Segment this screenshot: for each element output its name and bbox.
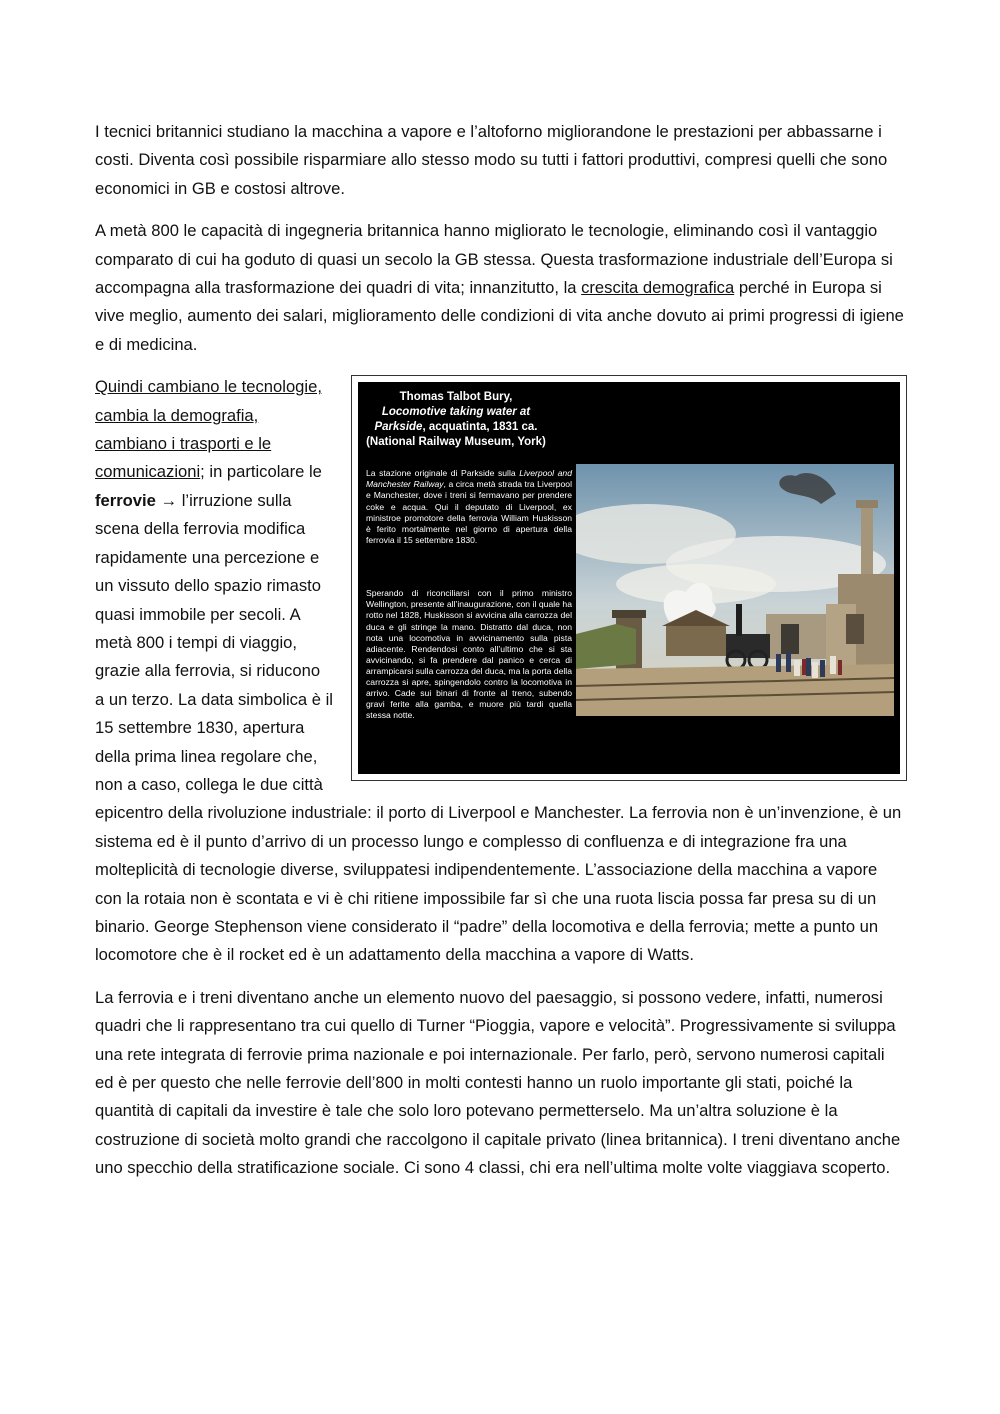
paragraph-4: La ferrovia e i treni diventano anche un elemento nuovo del paesaggio, si possono vedere, infatti, numerosi quadri che li rappresentano tra cui quello di Turner “Pioggia, vapore e velocità”. Progressivamente si sviluppa una rete integrata di ferrovie prima nazionale e poi internazionale. Per farlo, però, servono numerosi capitali ed è per questo che nelle ferrovie dell’800 in molti contesti hanno un ruolo importante gli stati, poiché la quantità di capitali da investire è tale che solo loro potevano permetterselo. Ma un’altra soluzione è la costruzione di società molto grandi che raccolgono il capitale privato (linea britannica). I treni diventano anche uno specchio della stratificazione sociale. Ci sono 4 classi, chi era nell’ultima molte volte viaggiava scoperto. bbox=[95, 987, 901, 1178]
underlined-crescita-demografica: crescita demografica bbox=[581, 278, 735, 298]
paragraph-2-text-b: perché in Europa si vive meglio, aumento dei salari, miglioramento delle condizioni di vita anche dovuto ai primi progressi di igiene e di medicina. bbox=[95, 278, 904, 354]
figure-black-panel bbox=[358, 382, 900, 774]
caption-1-text-a: La stazione originale di Parkside sulla bbox=[366, 468, 520, 479]
paragraph-3-text-b: l’irruzione sulla scena della ferrovia modifica rapidamente una percezione e un vissuto dello spazio rimasto quasi immobile per secoli. A metà 800 i tempi di viaggio, grazie alla ferrovia, si riducono a un terzo. La data simbolica è il 15 settembre 1830, apertura della prima linea regolare che, non a caso, collega le due città epicentro della rivoluzione industriale: il porto di Liverpool e Manchester. La ferrovia non è un’invenzione, è un sistema ed è il punto d’arrivo di un processo lungo e complesso di confluenza e di integrazione fra una molteplicità di tecnologie diverse, sviluppatesi indipendentemente. L’associazione della macchina a vapore con la rotaia non è scontata e vi è chi ritiene impossibile far sì che una ruota liscia possa far presa su di un binario. George Stephenson viene considerato il “padre” della locomotiva e della ferrovia; mette a punto un locomotore che è il rocket ed è un adattamento della macchina a vapore di Watts. bbox=[95, 490, 902, 965]
document-page bbox=[95, 118, 907, 1197]
figure-box bbox=[351, 375, 907, 781]
bold-ferrovie: ferrovie bbox=[95, 490, 156, 510]
caption-1-railway-name: Liverpool and Manchester Railway bbox=[366, 468, 572, 490]
arrow-icon: → bbox=[155, 490, 182, 510]
paragraph-2 bbox=[95, 217, 907, 359]
figure-title-line-2: Locomotive taking water at bbox=[381, 406, 531, 419]
paragraph-2-text-a: A metà 800 le capacità di ingegneria britannica hanno migliorato le tecnologie, eliminando così il vantaggio comparato di cui ha goduto di quasi un secolo la GB stessa. Questa trasformazione industriale dell’Europa si accompagna alla trasformazione dei quadri di vita; innanzitutto, la bbox=[95, 221, 893, 298]
figure-title-line-3 bbox=[366, 420, 546, 435]
paragraph-3-text-a: ; in particolare le bbox=[200, 462, 322, 482]
paragraph-1: I tecnici britannici studiano la macchina a vapore e l’altoforno migliorandone le prestazioni per abbassarne i costi. Diventa così possibile risparmiare allo stesso modo su tutti i fattori produttivi, compresi quelli che sono economici in GB e costosi altrove. bbox=[95, 122, 888, 198]
figure-title-line-4: (National Railway Museum, York) bbox=[366, 436, 546, 449]
figure-title-acquatinta: , acquatinta, 1831 ca. bbox=[422, 421, 538, 434]
caption-1-text-b: , a circa metà strada tra Liverpool e Manchester, dove i treni si fermavano per prendere coke e acqua. Qui il deputato di Liverpool, ex ministroe promotore della ferrovia William Huskisson è ferito mortalmente nel giorno di apertura della ferrovia il 15 settembre 1830. bbox=[366, 479, 572, 545]
figure-title-parkside: Parkside bbox=[374, 421, 423, 434]
underlined-cambiano-tecnologie: Quindi cambiano le tecnologie, cambia la demografia, cambiano i trasporti e le comunicazioni bbox=[95, 377, 322, 482]
painting-locomotive-parkside bbox=[576, 464, 894, 716]
figure-title-line-1: Thomas Talbot Bury, bbox=[399, 391, 513, 404]
figure-title bbox=[366, 390, 546, 450]
figure-caption-1 bbox=[366, 468, 572, 546]
figure-caption-2: Sperando di riconciliarsi con il primo ministro Wellington, presente all’inaugurazione, con il quale ha rotto nel 1828, Huskisson si avvicina alla carrozza del duca e gli stringe la mano. Distratto dal duca, non nota una locomotiva in avvicinamento sulla pista adiacente. Rendendosi conto all’ultimo che si sta avvicinando, si fa prendere dal panico e cerca di arrampicarsi sulla carrozza del duca, ma la porta della carrozza si apre, spingendolo contro la locomotiva in arrivo. Cade sui binari di fronte al treno, subendo gravi ferite alla gamba, e muore più tardi quella stessa notte. bbox=[366, 588, 572, 721]
